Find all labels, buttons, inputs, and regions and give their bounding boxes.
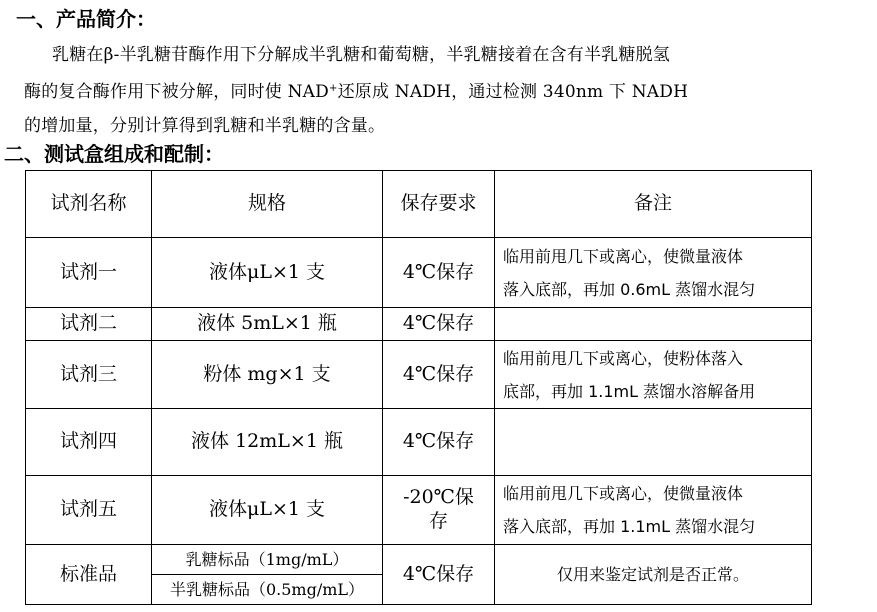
- intro-line-2: [24, 72, 866, 109]
- reagent-storage: [383, 476, 495, 545]
- reagent-spec: 粉体 mg×1 支: [152, 341, 383, 409]
- header-name: 试剂名称: [26, 171, 152, 238]
- standard-name: 标准品: [26, 545, 152, 605]
- reagent-spec: 液体μL×1 支: [152, 238, 383, 308]
- superscript-plus: +: [329, 83, 338, 94]
- reagent-spec: 液体 5mL×1 瓶: [152, 308, 383, 341]
- reagent-table: [25, 170, 812, 605]
- intro-line-2a: 酶的复合酶作用下被分解，同时使 NAD: [24, 82, 329, 102]
- storage-line: -20℃保: [403, 486, 474, 509]
- reagent-storage: 4℃保存: [383, 238, 495, 308]
- standard-note: 仅用来鉴定试剂是否正常。: [495, 545, 812, 605]
- table-row: [26, 476, 812, 545]
- table-row: [26, 341, 812, 409]
- note-line: 底部，再加 1.1mL 蒸馏水溶解备用: [503, 381, 756, 401]
- table-header-row: [26, 171, 812, 238]
- reagent-name: 试剂二: [26, 308, 152, 341]
- standard-storage: 4℃保存: [383, 545, 495, 605]
- section-heading-kit: 二、测试盒组成和配制：: [4, 142, 224, 166]
- header-storage: 保存要求: [383, 171, 495, 238]
- reagent-note: [495, 308, 812, 341]
- reagent-note: [495, 238, 812, 308]
- standard-sub-lactose: 乳糖标品（1mg/mL）: [152, 545, 383, 575]
- reagent-storage: 4℃保存: [383, 341, 495, 409]
- reagent-name: 试剂四: [26, 409, 152, 476]
- note-line: 落入底部，再加 1.1mL 蒸馏水混匀: [503, 517, 756, 536]
- section-heading-intro: 一、产品简介：: [16, 7, 156, 31]
- reagent-note: [495, 341, 812, 409]
- reagent-spec: 液体μL×1 支: [152, 476, 383, 545]
- note-line: 临用前甩几下或离心，使微量液体: [503, 484, 744, 503]
- intro-line-3: 的增加量，分别计算得到乳糖和半乳糖的含量。: [24, 116, 386, 136]
- table-row: [26, 308, 812, 341]
- standard-sub-galactose: 半乳糖标品（0.5mg/mL）: [152, 575, 383, 605]
- reagent-name: 试剂一: [26, 238, 152, 308]
- note-line: 临用前甩几下或离心，使粉体落入: [503, 348, 744, 368]
- table-row: [26, 238, 812, 308]
- reagent-note: [495, 409, 812, 476]
- reagent-storage: 4℃保存: [383, 308, 495, 341]
- reagent-name: 试剂三: [26, 341, 152, 409]
- intro-line-1: 乳糖在β-半乳糖苷酶作用下分解成半乳糖和葡萄糖，半乳糖接着在含有半乳糖脱氢: [52, 45, 670, 65]
- note-line: 临用前甩几下或离心，使微量液体: [503, 246, 744, 266]
- intro-line-2b: 还原成 NADH，通过检测 340nm 下 NADH: [337, 82, 689, 102]
- standard-row: [26, 545, 812, 575]
- intro-paragraph: [24, 38, 866, 143]
- reagent-spec: 液体 12mL×1 瓶: [152, 409, 383, 476]
- header-note: 备注: [495, 171, 812, 238]
- reagent-name: 试剂五: [26, 476, 152, 545]
- reagent-note: [495, 476, 812, 545]
- note-line: 落入底部，再加 0.6mL 蒸馏水混匀: [503, 279, 756, 299]
- storage-line: 存: [428, 510, 448, 532]
- header-spec: 规格: [152, 171, 383, 238]
- table-row: [26, 409, 812, 476]
- reagent-storage: 4℃保存: [383, 409, 495, 476]
